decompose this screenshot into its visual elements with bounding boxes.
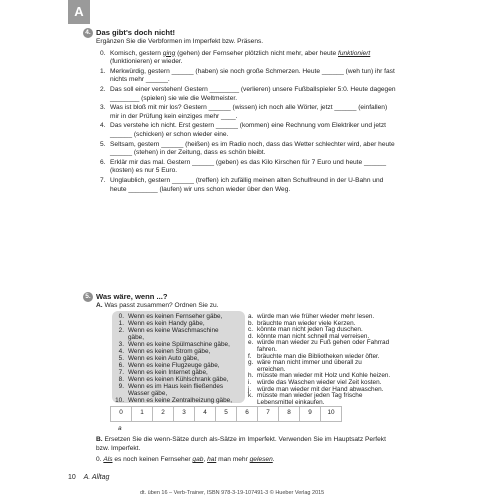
exercise-instruction: Ergänzen Sie die Verbformen im Imperfekt bzw. Präsens. <box>96 38 264 45</box>
item-text: bräuchte man die Bibliotheken wieder öfter. <box>257 352 380 360</box>
exercise-item <box>96 141 396 158</box>
footer-credit: dt. üben 16 – Verb-Trainer, ISBN 978-3-19-107491-3 © Hueber Verlag 2015 <box>140 490 325 496</box>
answer-cell[interactable] <box>257 406 278 422</box>
item-text: könnte man nicht jeden Tag duschen. <box>257 326 363 334</box>
item-number: 7. <box>118 369 124 376</box>
cell-number: 2 <box>161 409 165 416</box>
item-text: Seltsam, gestern ______ (heißen) es im Radio noch, dass das Wetter schlechter wird, aber heute ______ (stehen) in der Zeitung, dass es schön bleibt. <box>110 140 395 157</box>
answer-cell[interactable] <box>236 406 257 422</box>
cell-number: 6 <box>245 409 249 416</box>
item-text: bräuchte man wieder viele Kerzen. <box>257 319 356 327</box>
item-text: Wenn es keine Spülmaschine gäbe, <box>128 341 230 348</box>
item-number: 5. <box>118 355 124 362</box>
item-number: 8. <box>118 376 124 383</box>
item-text: müsste man wieder mit Holz und Kohle heizen. <box>257 372 391 380</box>
answer-cell[interactable] <box>173 406 194 422</box>
item-text: würde man wieder mit der Hand abwaschen. <box>257 385 384 393</box>
item-text: Komisch, gestern <box>110 49 163 57</box>
exercise-item <box>96 122 396 139</box>
answer-grid <box>110 406 342 432</box>
example-text: . <box>272 456 275 464</box>
exercise-number: 4. <box>83 28 93 38</box>
handwritten-answer: hat <box>207 456 217 464</box>
item-number: 7. <box>100 176 106 184</box>
answer-cell[interactable] <box>110 406 131 432</box>
handwritten-answer: gelesen <box>249 456 273 464</box>
item-text: Das soll einer verstehen! Gestern ________ (verlieren) unsere Fußballspieler 5:0. Heute dagegen ________ (spielen) sie wie die Weltmeister. <box>110 85 396 102</box>
answer-cell[interactable] <box>131 406 152 422</box>
item-text: Wenn es keinen Fernseher gäbe, <box>128 313 223 320</box>
item-text: fahren. <box>257 346 277 353</box>
answer-cell[interactable] <box>320 406 342 422</box>
item-text: würde man wie früher wieder mehr lesen. <box>257 313 375 320</box>
item-letter: k. <box>248 392 253 400</box>
item-number: 1. <box>118 320 124 327</box>
item-letter: i. <box>248 379 252 386</box>
item-text: Erklär mir das mal. Gestern ______ (geben) es das Kilo Kirschen für 7 Euro und heute ______ (kosten) es nur 5 Euro. <box>110 158 386 175</box>
item-text: müsste man wieder jeden Tag frische <box>257 392 363 400</box>
page-footer <box>68 474 109 481</box>
item-text: erreichen. <box>257 365 286 373</box>
item-text: Was ist bloß mit mir los? Gestern ______ (wissen) ich noch alle Wörter, jetzt ______ (einfallen) mir in der Prüfung kein einziges mehr ____. <box>110 104 388 120</box>
item-text: gäbe, <box>128 334 144 341</box>
cell-number: 8 <box>287 409 291 416</box>
cell-number: 9 <box>308 409 312 416</box>
cell-number: 7 <box>266 409 270 416</box>
item-letter: d. <box>248 332 254 340</box>
item-text: Wenn es keine Flugzeuge gäbe, <box>128 362 220 369</box>
exercise-item <box>96 68 396 85</box>
item-text: könnte man nicht schnell mal verreisen. <box>257 332 370 340</box>
exercise-4 <box>85 28 396 195</box>
item-letter: j. <box>248 385 252 393</box>
page-number: 10 <box>68 474 76 481</box>
answer-cell[interactable] <box>299 406 320 422</box>
handwritten-answer: ging <box>162 49 176 57</box>
item-number: 6. <box>100 158 106 166</box>
item-text: Wenn es kein Handy gäbe, <box>128 320 205 327</box>
item-text: Wenn es keinen Strom gäbe, <box>128 348 211 355</box>
item-text: Unglaublich, gestern ______ (treffen) ich zufällig meinen alten Schulfreund in der U-Bahn und heute ________ (laufen) wir uns schon wieder über den Weg. <box>110 176 384 193</box>
part-label: A. <box>96 302 103 309</box>
example-text: es noch keinen Fernseher <box>112 456 193 464</box>
answer-cell[interactable] <box>152 406 173 422</box>
item-number: 0. <box>118 313 124 320</box>
item-number: 10. <box>115 397 124 404</box>
item-number: 9. <box>118 383 124 390</box>
cell-number: 4 <box>203 409 207 416</box>
item-text: Wenn es keinen Kühlschrank gäbe, <box>128 376 229 383</box>
item-number: 6. <box>118 362 124 369</box>
handwritten-answer: Als <box>103 456 113 464</box>
exercise-5 <box>85 292 396 311</box>
cell-number: 3 <box>182 409 186 416</box>
exercise-item <box>96 86 396 103</box>
item-text: Das verstehe ich nicht. Erst gestern ______ (kommen) eine Rechnung vom Elektriker und jetzt ______ (schicken) er schon wieder eine. <box>110 122 386 138</box>
part-label: B. <box>96 436 103 443</box>
item-text: Wasser gäbe, <box>128 390 168 397</box>
item-number: 5. <box>100 140 106 148</box>
exercise-5-part-b <box>96 436 396 465</box>
item-letter: h. <box>248 372 254 380</box>
part-instruction: Was passt zusammen? Ordnen Sie zu. <box>104 302 219 309</box>
item-text: würde das Waschen wieder viel Zeit kosten. <box>257 379 382 386</box>
item-text: (funktionieren) er wieder. <box>110 58 183 66</box>
item-number: 2. <box>100 85 106 93</box>
cell-number: 1 <box>140 409 144 416</box>
cell-number: 5 <box>224 409 228 416</box>
handwritten-answer: a <box>118 425 122 432</box>
item-letter: f. <box>248 352 252 360</box>
item-letter: g. <box>248 359 254 367</box>
item-letter: c. <box>248 326 253 334</box>
item-number: 4. <box>118 348 124 355</box>
item-number: 4. <box>100 122 106 130</box>
item-text: Lebensmittel einkaufen. <box>257 398 325 406</box>
exercise-item <box>96 159 396 176</box>
item-letter: b. <box>248 319 254 327</box>
part-instruction: Ersetzen Sie die wenn-Sätze durch als-Sätze im Imperfekt. Verwenden Sie im Hauptsatz Perfekt bzw. Imperfekt. <box>96 436 386 452</box>
example-text: man mehr <box>216 456 250 464</box>
item-number: 0. <box>100 49 106 57</box>
exercise-number: 5. <box>83 292 93 302</box>
section-name: A. Alltag <box>83 474 110 481</box>
item-text: Merkwürdig, gestern ______ (haben) sie noch große Schmerzen. Heute ______ (weh tun) ihr fast nichts mehr ______. <box>110 67 395 84</box>
sentence-start <box>114 397 232 405</box>
section-tab: A <box>68 0 90 24</box>
item-text: würde man wieder zu Fuß gehen oder Fahrrad <box>257 339 390 347</box>
exercise-title: Was wäre, wenn ...? <box>96 292 168 301</box>
exercise-item <box>96 50 396 67</box>
answer-cell[interactable] <box>278 406 299 422</box>
answer-cell[interactable] <box>215 406 236 422</box>
example-text: , <box>203 456 208 464</box>
item-letter: a. <box>248 313 254 320</box>
item-text: Wenn es kein Internet gäbe, <box>128 369 208 376</box>
example-number: 0. <box>96 456 102 464</box>
item-number: 3. <box>100 104 106 112</box>
item-text: Wenn es im Haus kein fließendes <box>128 383 224 390</box>
exercise-item <box>96 177 396 194</box>
cell-number: 0 <box>119 409 123 416</box>
item-letter: e. <box>248 339 254 347</box>
item-text: Wenn es keine Zentralheizung gäbe, <box>128 397 232 404</box>
exercise-title: Das gibt's doch nicht! <box>96 28 176 37</box>
handwritten-answer: gab <box>192 456 204 464</box>
item-text: Wenn es kein Auto gäbe, <box>128 355 199 362</box>
item-text: (gehen) der Fernseher plötzlich nicht mehr, aber heute <box>175 49 338 57</box>
cell-number: 10 <box>327 409 335 416</box>
item-number: 1. <box>100 67 106 75</box>
handwritten-answer: funktioniert <box>338 49 371 57</box>
item-text: Wenn es keine Waschmaschine <box>128 327 219 334</box>
item-number: 2. <box>118 327 124 334</box>
item-text: wäre man nicht immer und überall zu <box>257 359 362 367</box>
answer-cell[interactable] <box>194 406 215 422</box>
item-number: 3. <box>118 341 124 348</box>
exercise-item <box>96 104 396 121</box>
